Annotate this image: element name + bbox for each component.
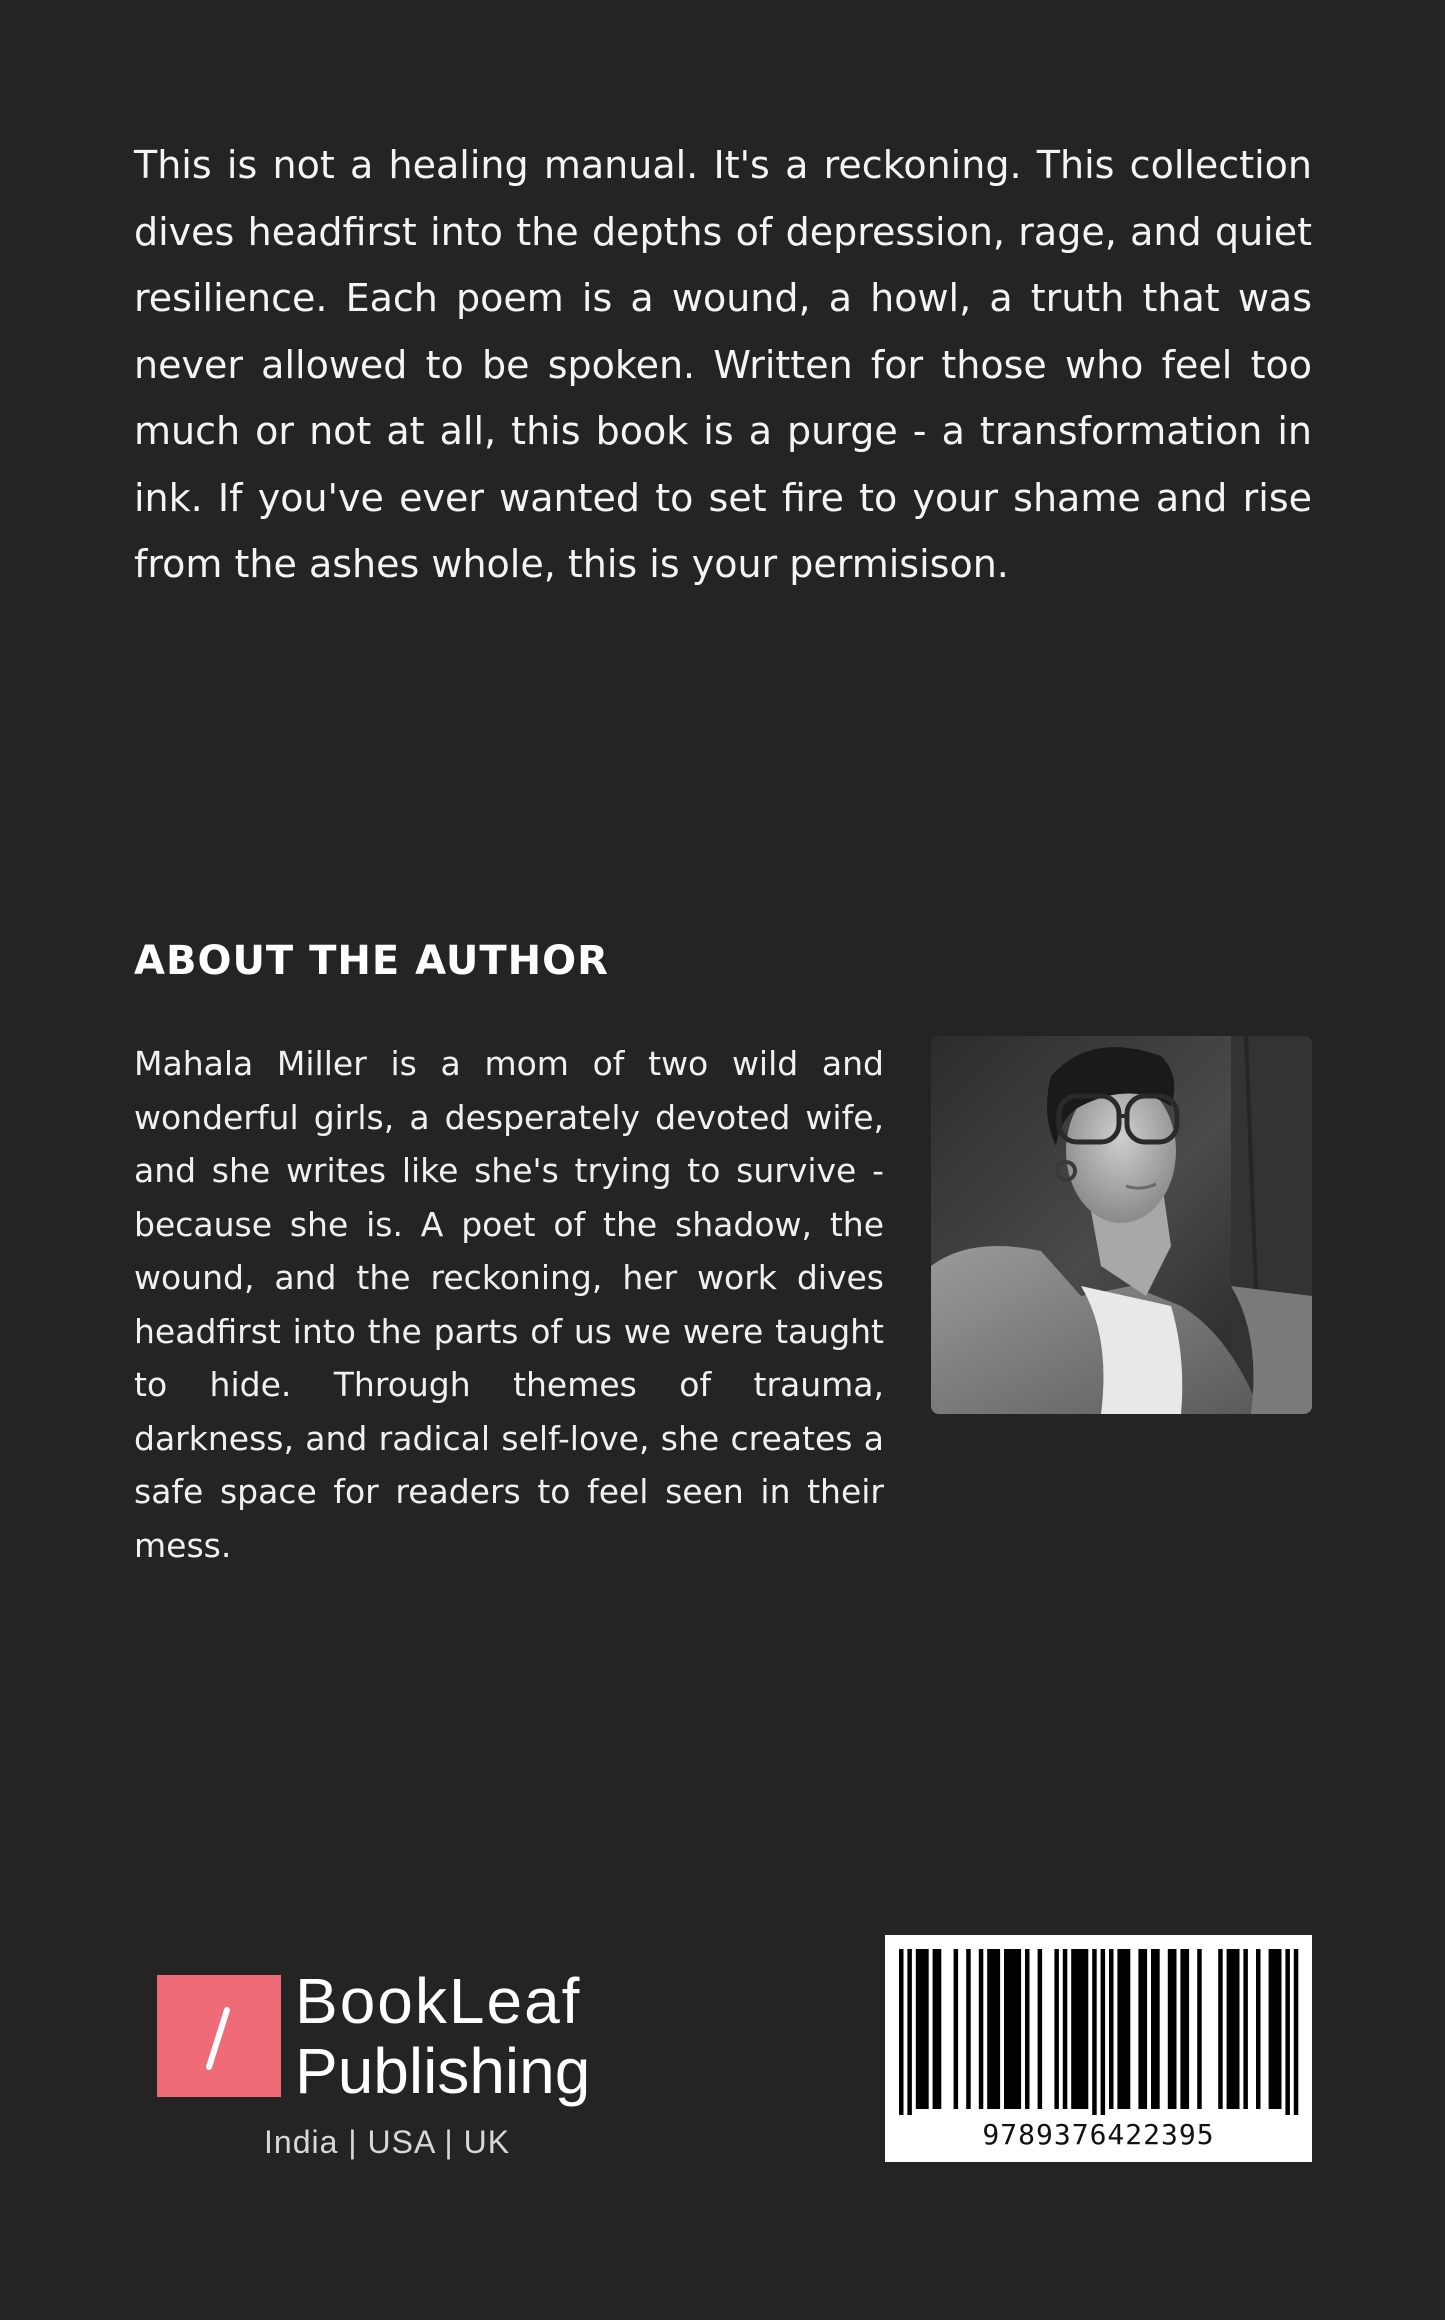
barcode-bar: [1168, 1949, 1173, 2109]
barcode-bar: [1071, 1949, 1076, 2109]
barcode-bar: [1235, 1949, 1240, 2109]
barcode-bar: [1277, 1949, 1282, 2109]
about-author-heading: ABOUT THE AUTHOR: [134, 938, 609, 984]
barcode-bar: [996, 1949, 1001, 2109]
barcode-bar: [1138, 1949, 1143, 2109]
barcode-bar: [1122, 1949, 1127, 2109]
publisher-name-line2: Publishing: [295, 2035, 591, 2107]
barcode-bar: [991, 1949, 996, 2109]
author-bio: Mahala Miller is a mom of two wild and wonderful girls, a desperately devoted wife, and she writes like she's trying to survive - because she is. A poet of the shadow, the wound, and the reckoning, her work dives headfirst into the parts of us we were taught to hide. Through themes of trauma, darkness, and radical self-love, she creates a safe space for readers to feel seen in their mess.: [134, 1044, 884, 1565]
publisher-name-line1: BookLeaf: [295, 1965, 582, 2037]
barcode-bar: [920, 1949, 925, 2109]
barcode-bars: [885, 1935, 1312, 2115]
barcode-bar: [1218, 1949, 1223, 2109]
barcode-bar: [1180, 1949, 1185, 2109]
barcode-bar: [1197, 1949, 1202, 2109]
barcode-bar: [1080, 1949, 1085, 2109]
barcode-bar: [1008, 1949, 1013, 2109]
barcode-bar: [987, 1949, 992, 2109]
barcode-bar: [1084, 1949, 1089, 2109]
barcode-bar: [1038, 1949, 1043, 2109]
barcode-bar: [1025, 1949, 1030, 2109]
barcode-bar: [1117, 1949, 1122, 2109]
slash-mark-icon: [157, 1975, 281, 2097]
barcode-bar: [1109, 1949, 1114, 2109]
barcode-bar: [979, 1949, 984, 2109]
barcode-bar: [1092, 1949, 1097, 2115]
author-photo: [931, 1036, 1312, 1414]
barcode-bar: [907, 1949, 912, 2115]
barcode-bar: [899, 1949, 904, 2115]
barcode-bar: [1004, 1949, 1009, 2109]
isbn-number: 9789376422395: [982, 2118, 1215, 2151]
barcode-bar: [966, 1949, 971, 2109]
barcode-bar: [1227, 1949, 1232, 2109]
barcode-bar: [933, 1949, 938, 2109]
publisher-regions: India | USA | UK: [264, 2124, 511, 2160]
barcode-bar: [924, 1949, 929, 2109]
barcode-bar: [937, 1949, 942, 2109]
barcode-bar: [1273, 1949, 1278, 2109]
barcode-bar: [1017, 1949, 1022, 2109]
barcode-bar: [954, 1949, 959, 2109]
barcode-bar: [1172, 1949, 1177, 2109]
barcode-bar: [1054, 1949, 1059, 2109]
publisher-logo: [157, 1965, 617, 2172]
barcode-bar: [1101, 1949, 1106, 2115]
barcode-bar: [1075, 1949, 1080, 2109]
isbn-barcode: [885, 1935, 1312, 2162]
barcode-bar: [1269, 1949, 1274, 2109]
barcode-bar: [1294, 1949, 1299, 2115]
barcode-bar: [1231, 1949, 1236, 2109]
barcode-bar: [1285, 1949, 1290, 2115]
barcode-bar: [916, 1949, 921, 2109]
barcode-bar: [1243, 1949, 1248, 2109]
barcode-bar: [1151, 1949, 1156, 2109]
barcode-bar: [1012, 1949, 1017, 2109]
barcode-bar: [1185, 1949, 1190, 2109]
barcode-bar: [1256, 1949, 1261, 2109]
barcode-bar: [1143, 1949, 1148, 2109]
barcode-bar: [1126, 1949, 1131, 2109]
back-cover-blurb: This is not a healing manual. It's a reckoning. This collection dives headfirst into the depths of depression, rage, and quiet resilience. Each poem is a wound, a howl, a truth that was never allowed to be spoken. Written for those who feel too much or not at all, this book is a purge - a transformation in ink. If you've ever wanted to set fire to your shame and rise from the ashes whole, this is your permisison.: [134, 143, 1312, 586]
barcode-bar: [1063, 1949, 1068, 2109]
barcode-bar: [1155, 1949, 1160, 2109]
